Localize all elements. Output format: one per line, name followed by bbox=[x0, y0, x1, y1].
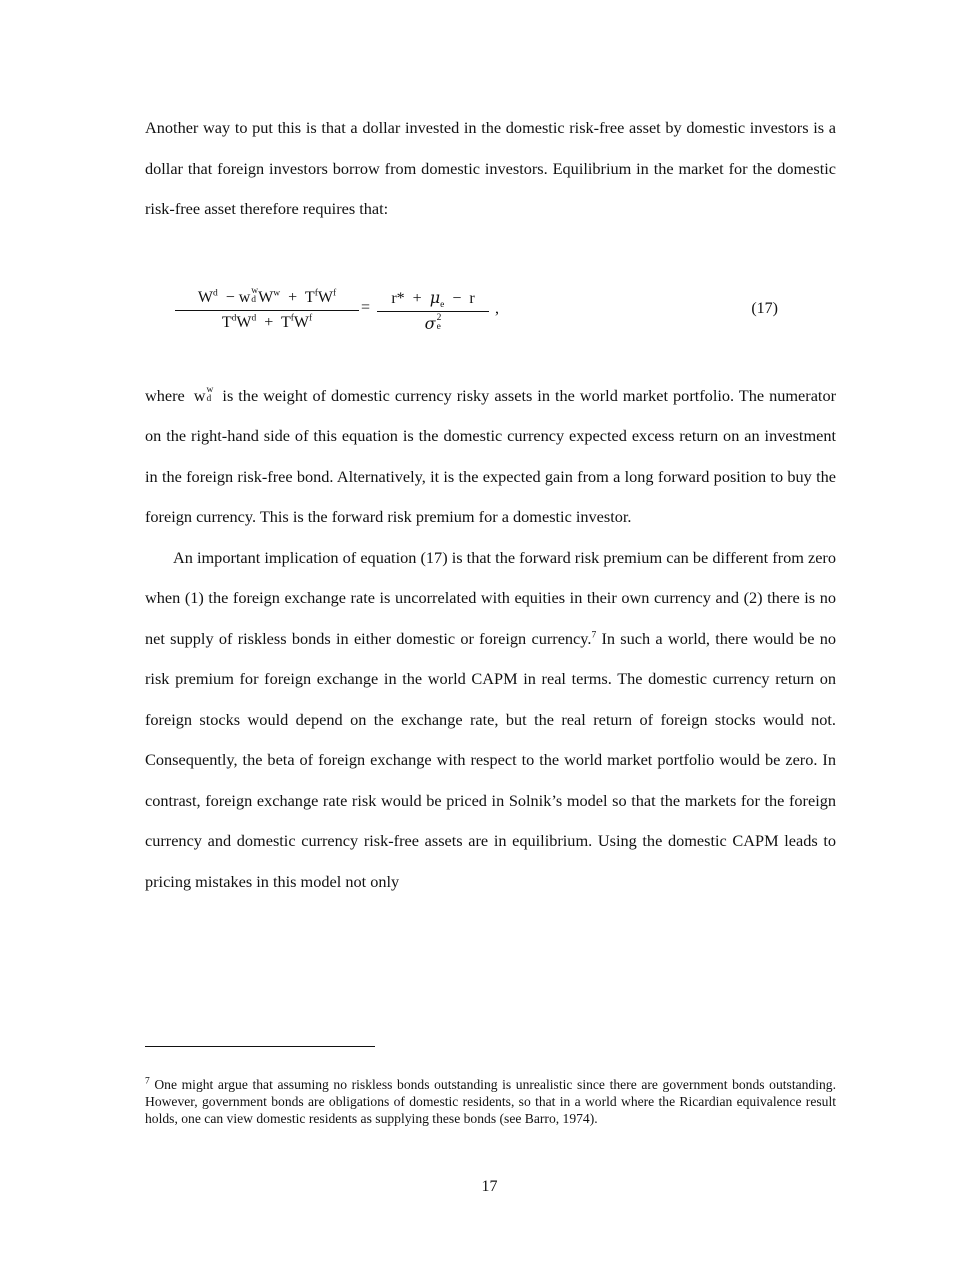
footnote-7: $^7$ One might argue that assuming no riskless bonds outstanding is unrealistic since there are government bonds outstanding. However, government bonds are obligations of domestic residents, so that in a world where the Ricardian equivalence result holds, one can view domestic residents as supplying these bonds (see Barro, 1974). bbox=[145, 1076, 836, 1126]
paragraph-1: Another way to put this is that a dollar invested in the domestic risk-free asset by domestic investors is a dollar that foreign investors borrow from domestic investors. Equilibrium in the market for the domestic risk-free asset therefore requires that: bbox=[145, 118, 836, 218]
footnote-separator bbox=[145, 1046, 375, 1047]
equation-comma: , bbox=[495, 299, 499, 317]
equation-lhs-numerator: $W^d - w$ w d $W^w + T^fW^f$ bbox=[197, 285, 337, 306]
equation-lhs-denominator: $T^dW^d + T^fW^f$ bbox=[221, 313, 313, 331]
footnote-mark: 7 bbox=[145, 1076, 150, 1087]
equation-number: (17) bbox=[751, 299, 778, 317]
equation-rhs-denominator: σ 2 e bbox=[424, 312, 442, 333]
equation-rhs-fraction bbox=[377, 288, 489, 335]
equation-rhs-numerator: $r* + \mu_e - r$ bbox=[391, 287, 475, 310]
equation-equals: = bbox=[361, 298, 371, 316]
equation-17 bbox=[145, 242, 836, 370]
footnote-reference[interactable]: 7 bbox=[591, 630, 597, 641]
page-number: 17 bbox=[481, 1178, 498, 1195]
paragraph-2: where w w d is the weight of domestic currency risky assets in the world market portfolio. The numerator on the right-hand side of this equation is the domestic currency expected excess return on an investment in the foreign risk-free bond. Alternatively, it is the expected gain from a long forward position to buy the foreign currency. This is the forward risk premium for a domestic investor. bbox=[145, 376, 836, 538]
paragraph-3: An important implication of equation (17) is that the forward risk premium can be different from zero when (1) the foreign exchange rate is uncorrelated with equities in their own currency and (2) there is no net supply of riskless bonds in either domestic or foreign currency.$^7$ In such a world, there would be no risk premium for foreign exchange in the world CAPM in real terms. The domestic currency return on foreign stocks would depend on the exchange rate, but the real return of foreign stocks would not. Consequently, the beta of foreign exchange with respect to the world market portfolio would be zero. In contrast, foreign exchange rate risk would be priced in Solnik’s model so that the markets for the foreign currency and domestic currency risk-free assets are in equilibrium. Using the domestic CAPM leads to pricing mistakes in this model not only bbox=[145, 547, 836, 891]
weight-symbol: w w d bbox=[193, 384, 214, 405]
page-body bbox=[145, 108, 836, 902]
equation-lhs-fraction bbox=[175, 285, 359, 333]
